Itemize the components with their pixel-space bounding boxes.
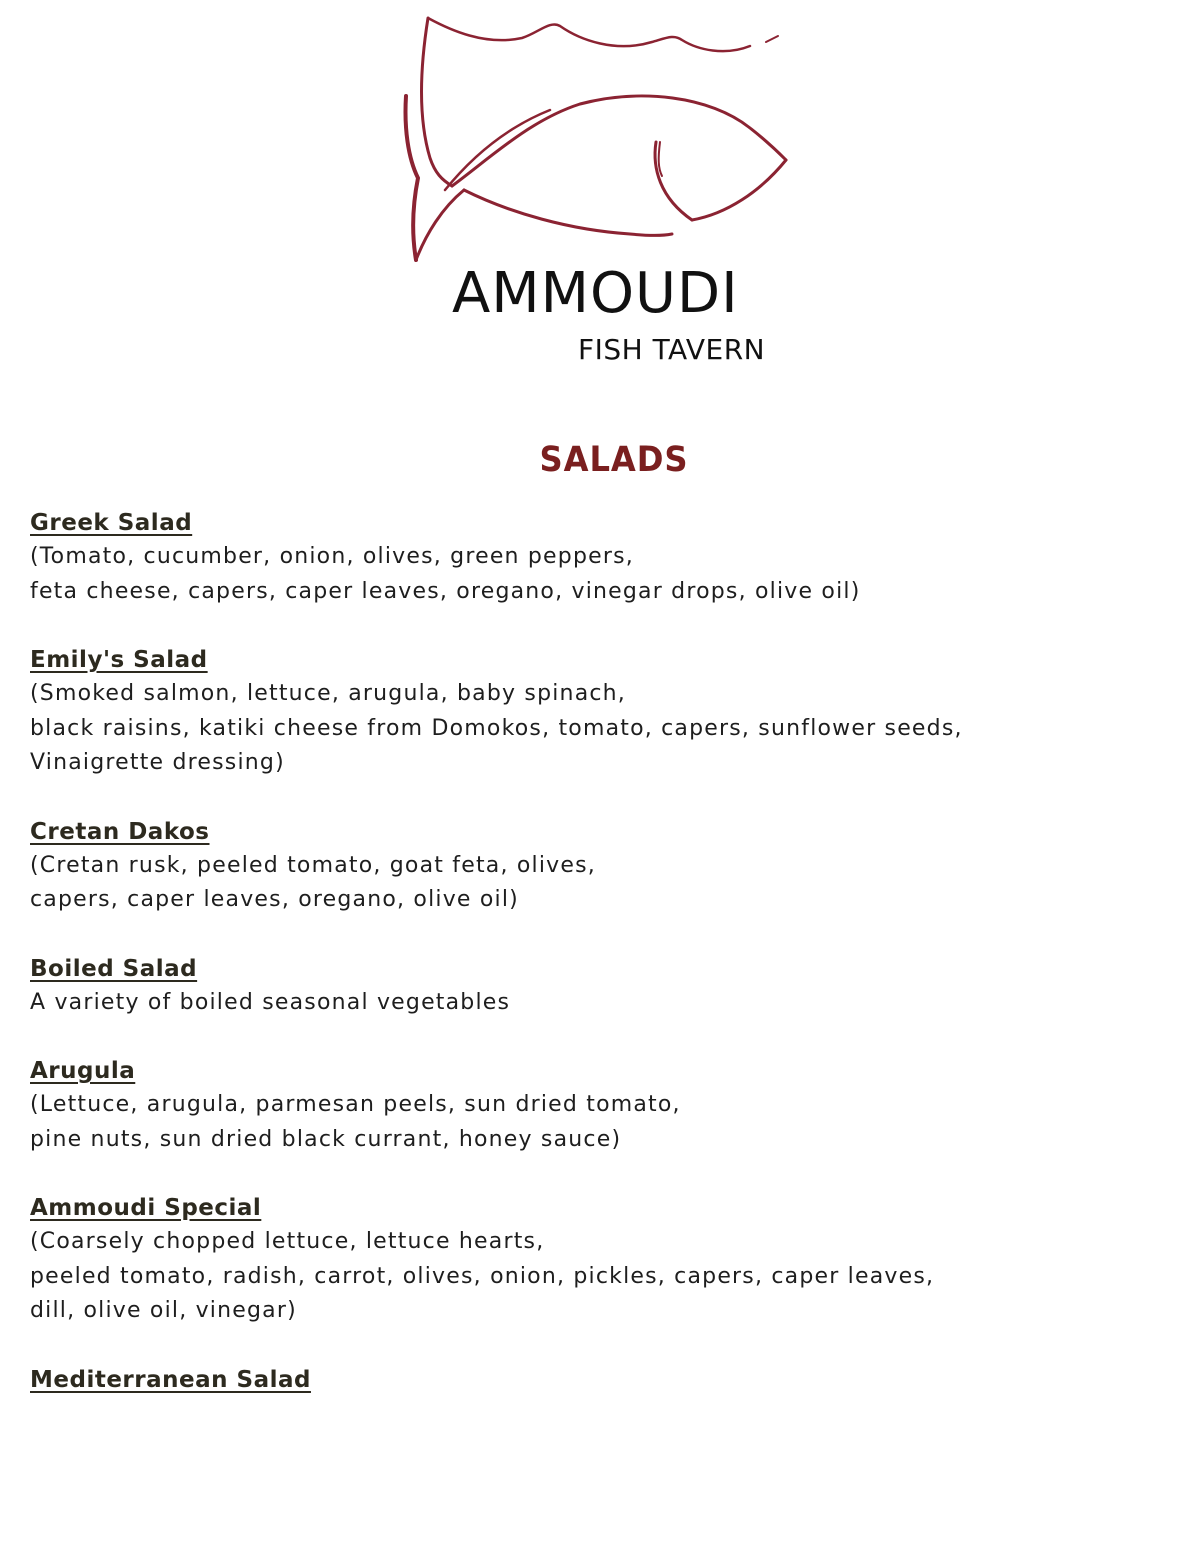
menu-item-name: Emily's Salad [30, 647, 208, 673]
menu-item-boiled-salad [30, 952, 1170, 1021]
menu-item-description: A variety of boiled seasonal vegetables [30, 989, 511, 1015]
menu-items-list [30, 506, 1170, 1431]
menu-item-mediterranean-salad [30, 1363, 1170, 1397]
menu-item-name: Mediterranean Salad [30, 1366, 311, 1393]
menu-item-greek-salad [30, 506, 1170, 609]
menu-item-description: (Coarsely chopped lettuce, lettuce hearts, peeled tomato, radish, carrot, olives, onion, pickles, capers, caper leaves, dill, olive oil, vinegar) [30, 1229, 935, 1323]
restaurant-logo [390, 8, 810, 378]
menu-item-emilys-salad [30, 643, 1170, 781]
menu-item-ammoudi-special [30, 1191, 1170, 1329]
restaurant-subtitle: FISH TAVERN [578, 333, 766, 366]
fish-logo-icon [390, 8, 810, 273]
menu-item-name: Ammoudi Special [30, 1195, 262, 1221]
section-title: SALADS [539, 440, 689, 480]
menu-item-name: Arugula [30, 1058, 136, 1084]
menu-item-description: (Tomato, cucumber, onion, olives, green peppers, feta cheese, capers, caper leaves, oregano, vinegar drops, olive oil) [30, 544, 861, 604]
restaurant-name: AMMOUDI [452, 261, 739, 326]
menu-item-name: Cretan Dakos [30, 818, 210, 845]
menu-item-description: (Lettuce, arugula, parmesan peels, sun dried tomato, pine nuts, sun dried black currant, honey sauce) [30, 1092, 681, 1152]
menu-item-description: (Smoked salmon, lettuce, arugula, baby spinach, black raisins, katiki cheese from Domokos, tomato, capers, sunflower seeds, Vinaigrette dressing) [30, 681, 963, 775]
menu-item-arugula [30, 1054, 1170, 1157]
menu-item-name: Boiled Salad [30, 955, 198, 982]
menu-item-cretan-dakos [30, 815, 1170, 918]
menu-item-name: Greek Salad [30, 510, 193, 536]
menu-item-description: (Cretan rusk, peeled tomato, goat feta, olives, capers, caper leaves, oregano, olive oil) [30, 852, 596, 912]
